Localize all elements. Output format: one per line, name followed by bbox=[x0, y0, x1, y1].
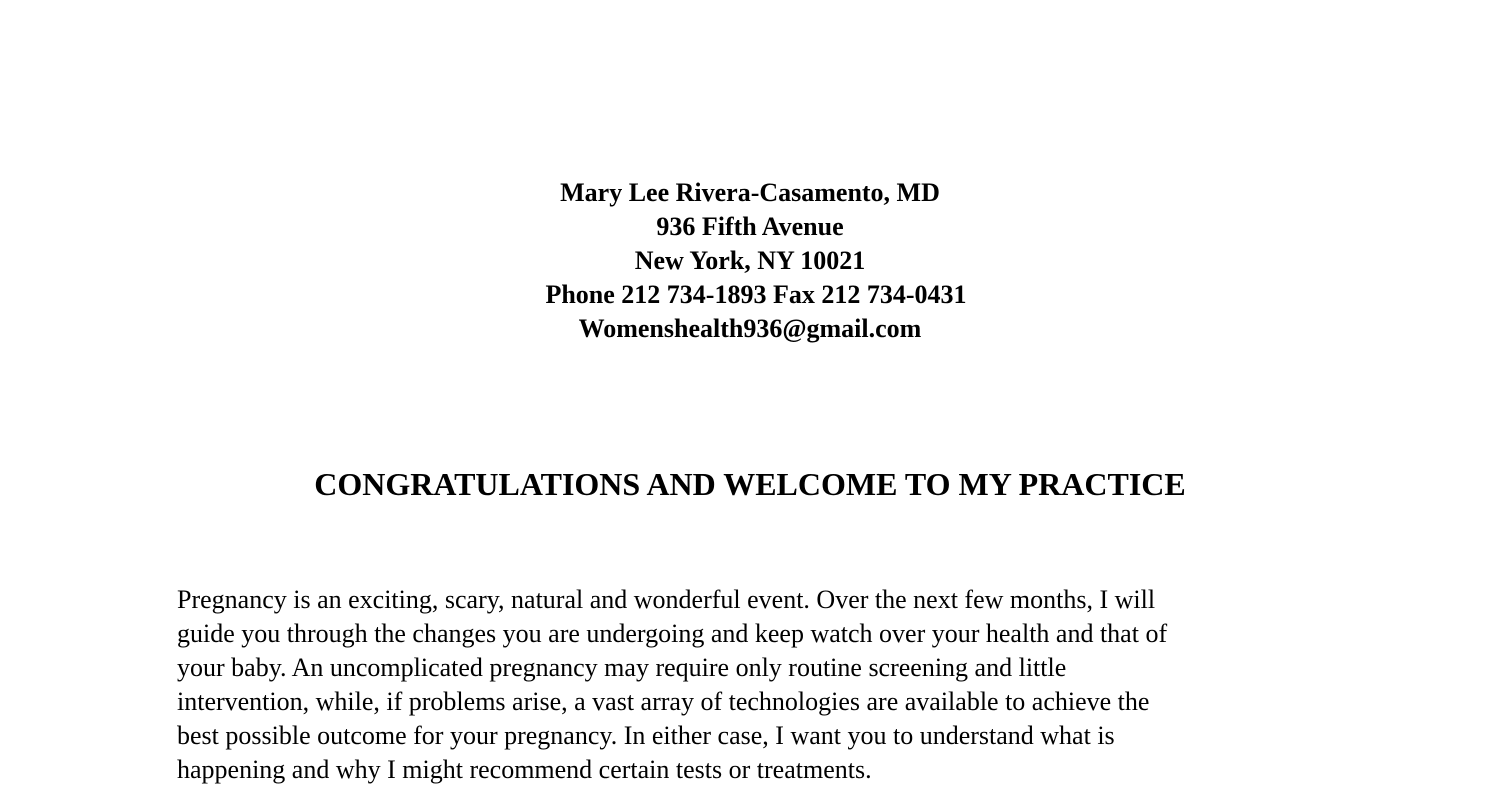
letterhead bbox=[0, 176, 1500, 346]
page-title: CONGRATULATIONS AND WELCOME TO MY PRACTICE bbox=[314, 466, 1186, 502]
email-address: Womenshealth936@gmail.com bbox=[578, 314, 922, 343]
welcome-paragraph: Pregnancy is an exciting, scary, natural and wonderful event. Over the next few months, I will guide you through the changes you are undergoing and keep watch over your health and that of your baby. An uncomplicated pregnancy may require only routine screening and little intervention, while, if problems arise, a vast array of technologies are available to achieve the best possible outcome for your pregnancy. In either case, I want you to understand what is happening and why I might recommend certain tests or treatments. bbox=[177, 585, 1168, 784]
phone-fax: Phone 212 734-1893 Fax 212 734-0431 bbox=[545, 280, 967, 309]
city-state-zip: New York, NY 10021 bbox=[634, 246, 866, 275]
doctor-name: Mary Lee Rivera-Casamento, MD bbox=[560, 178, 940, 207]
street-address: 936 Fifth Avenue bbox=[656, 212, 844, 241]
